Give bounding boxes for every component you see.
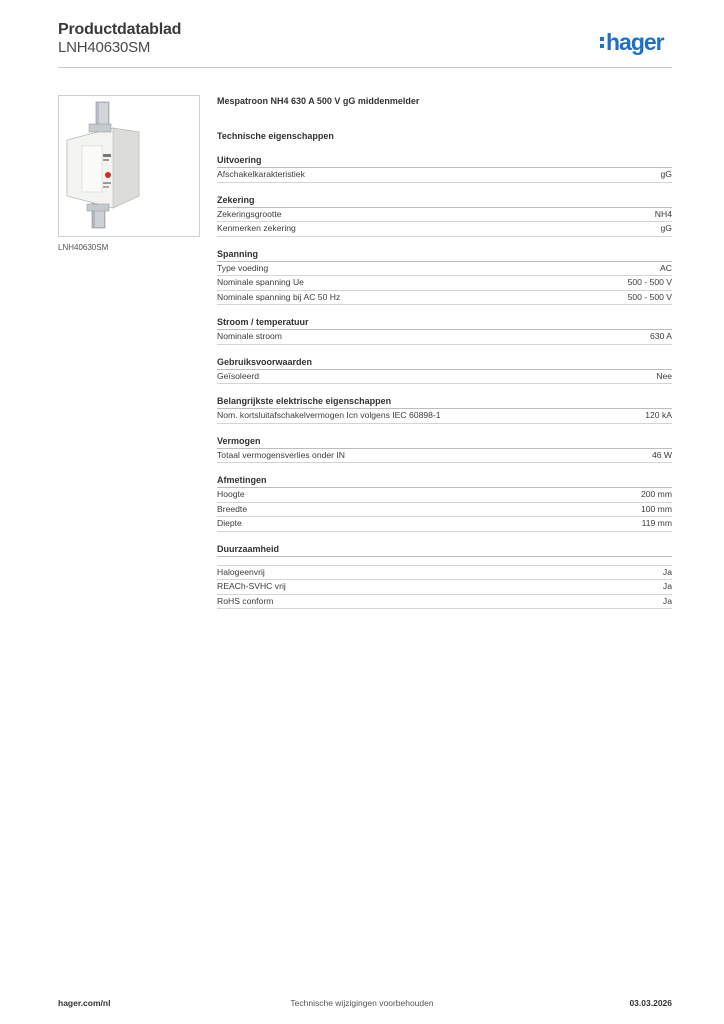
header-divider xyxy=(58,67,672,68)
property-row xyxy=(217,276,672,291)
hager-logo xyxy=(600,28,664,56)
property-value: 630 A xyxy=(650,331,672,341)
property-value: 100 mm xyxy=(640,503,672,514)
section-title: Duurzaamheid xyxy=(217,543,672,557)
section-vermogen xyxy=(217,435,672,464)
footer-date: 03.03.2026 xyxy=(629,998,672,1008)
property-label: Nominale spanning Ue xyxy=(217,277,304,287)
section-spanning xyxy=(217,248,672,306)
property-value: NH4 xyxy=(654,208,672,219)
property-value: Ja xyxy=(662,581,672,591)
tech-properties-title: Technische eigenschappen xyxy=(217,131,334,141)
logo-text: hager xyxy=(606,28,664,55)
article-number: LNH40630SM xyxy=(58,39,151,56)
property-label: Nominale stroom xyxy=(217,331,282,341)
section-title: Uitvoering xyxy=(217,154,672,168)
section-title: Gebruiksvoorwaarden xyxy=(217,356,672,370)
property-value: 500 - 500 V xyxy=(627,291,672,302)
logo-dots-icon xyxy=(600,37,604,48)
section-title: Vermogen xyxy=(217,435,672,449)
section-stroom-temperatuur xyxy=(217,316,672,345)
property-row xyxy=(217,370,672,385)
property-row xyxy=(217,208,672,223)
section-title: Belangrijkste elektrische eigenschappen xyxy=(217,395,672,409)
technical-properties xyxy=(217,94,672,609)
property-label: Zekeringsgrootte xyxy=(217,208,282,219)
section-duurzaamheid xyxy=(217,543,672,610)
property-value: AC xyxy=(660,262,672,273)
property-value: 120 kA xyxy=(645,410,672,420)
section-elektrische-eigenschappen xyxy=(217,395,672,424)
property-label: Nominale spanning bij AC 50 Hz xyxy=(217,291,341,302)
property-label: Kenmerken zekering xyxy=(217,223,296,233)
property-value: Nee xyxy=(656,370,672,381)
property-row xyxy=(217,503,672,518)
fuse-cartridge-icon xyxy=(59,96,199,236)
property-row xyxy=(217,409,672,424)
product-image-caption: LNH40630SM xyxy=(58,243,109,252)
property-value: 119 mm xyxy=(641,518,672,528)
property-label: Nom. kortsluitafschakelvermogen Icn volgens IEC 60898-1 xyxy=(217,410,441,420)
section-zekering xyxy=(217,194,672,237)
product-image xyxy=(58,95,200,237)
property-value: gG xyxy=(660,169,672,179)
property-label: Diepte xyxy=(217,518,242,528)
property-row xyxy=(217,580,672,595)
section-uitvoering xyxy=(217,154,672,183)
property-row xyxy=(217,595,672,610)
property-row xyxy=(217,488,672,503)
property-row xyxy=(217,168,672,183)
property-label: RoHS conform xyxy=(217,595,274,606)
footer-website-link[interactable]: hager.com/nl xyxy=(58,998,111,1008)
page-title: Productdatablad xyxy=(58,21,182,38)
section-title: Afmetingen xyxy=(217,474,672,488)
property-label: Halogeenvrij xyxy=(217,566,265,577)
property-label: Breedte xyxy=(217,503,248,514)
property-row xyxy=(217,222,672,237)
property-label: Type voeding xyxy=(217,262,269,273)
property-row xyxy=(217,262,672,277)
property-row xyxy=(217,566,672,581)
property-value: 46 W xyxy=(651,449,672,460)
section-gebruiksvoorwaarden xyxy=(217,356,672,385)
property-row xyxy=(217,517,672,532)
property-label: Totaal vermogensverlies onder IN xyxy=(217,449,346,460)
product-name: Mespatroon NH4 630 A 500 V gG middenmelder xyxy=(217,96,420,106)
property-label: REACh-SVHC vrij xyxy=(217,581,286,591)
property-row xyxy=(217,330,672,345)
property-value: gG xyxy=(660,223,672,233)
property-label: Geïsoleerd xyxy=(217,370,260,381)
property-value: Ja xyxy=(662,566,672,577)
property-value: 200 mm xyxy=(640,489,672,499)
section-title: Zekering xyxy=(217,194,672,208)
property-label: Hoogte xyxy=(217,489,245,499)
property-value: 500 - 500 V xyxy=(627,277,672,287)
section-afmetingen xyxy=(217,474,672,532)
section-title: Spanning xyxy=(217,248,672,262)
property-label: Afschakelkarakteristiek xyxy=(217,169,305,179)
property-row xyxy=(217,449,672,464)
footer-notice: Technische wijzigingen voorbehouden xyxy=(290,998,434,1008)
property-row xyxy=(217,291,672,306)
section-spacer xyxy=(217,557,672,566)
property-value: Ja xyxy=(662,595,672,606)
section-title: Stroom / temperatuur xyxy=(217,316,672,330)
